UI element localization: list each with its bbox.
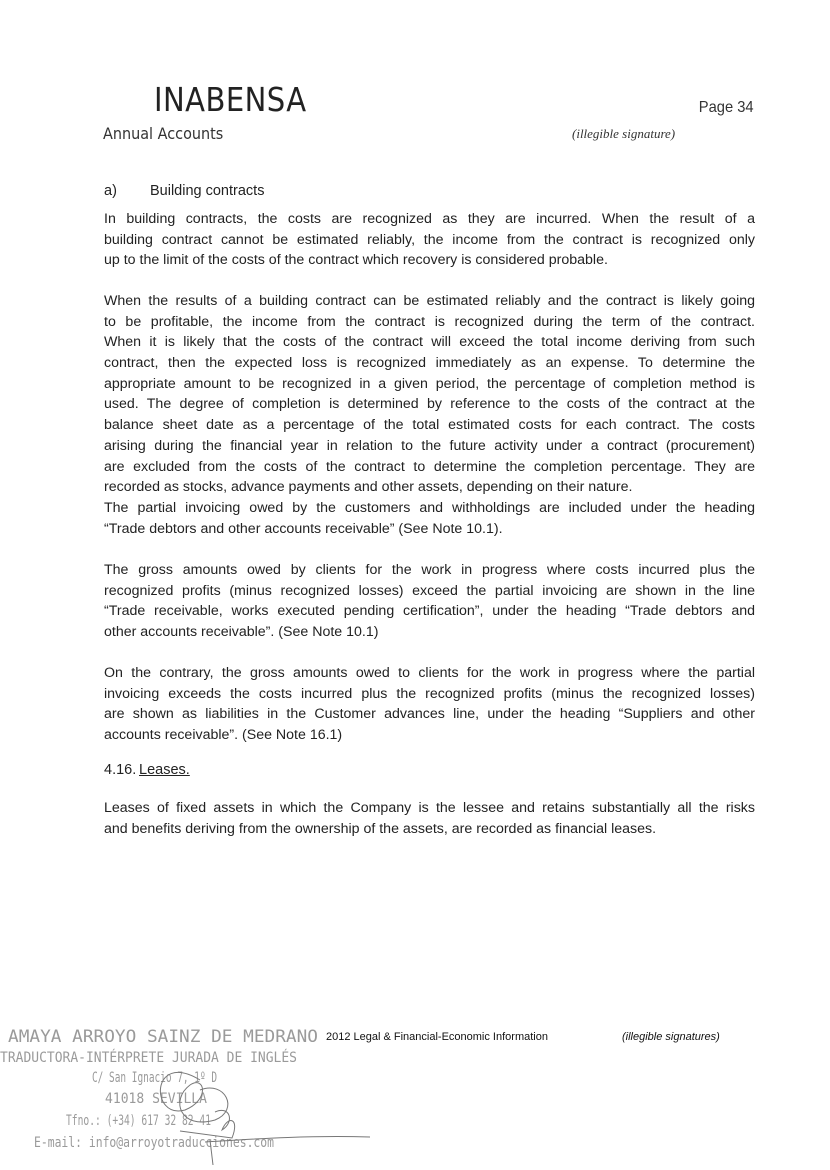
- document-subtitle: Annual Accounts: [103, 124, 224, 143]
- stamp-text: [0, 1027, 321, 1151]
- text-line: Leases of fixed assets in which the Company is the lessee and retains substantially all the risks: [104, 800, 755, 816]
- text-line: used. The degree of completion is determined by reference to the costs of the contract at the: [104, 396, 755, 413]
- section-heading-leases: [104, 760, 755, 780]
- text-line: appropriate amount to be recognized in a given period, the percentage of completion method is: [104, 375, 755, 392]
- paragraph: [104, 560, 755, 643]
- section-number: 4.16.: [104, 762, 137, 778]
- stamp-line: TRADUCTORA-INTÉRPRETE JURADA DE INGLÉS: [0, 1050, 321, 1066]
- text-line: up to the limit of the costs of the contract which recovery is considered probable.: [104, 252, 608, 269]
- text-line: and benefits deriving from the ownership of the assets, are recorded as financial leases.: [104, 820, 657, 837]
- stamp-line: 41018 SEVILLA: [105, 1091, 208, 1107]
- text-line: are shown as liabilities in the Customer advances line, under the heading “Suppliers and other: [104, 706, 755, 723]
- stamp-line: Tfno.: (+34) 617 32 82 41: [66, 1113, 211, 1129]
- footer-text: 2012 Legal & Financial-Economic Information: [326, 1031, 548, 1043]
- text-line: On the contrary, the gross amounts owed to clients for the work in progress where the partial: [104, 665, 755, 681]
- section-number: a): [104, 183, 117, 199]
- text-line: When it is likely that the costs of the contract will exceed the total income deriving from such: [104, 334, 755, 351]
- section-title: Building contracts: [150, 183, 265, 199]
- signature-note: (illegible signature): [572, 126, 676, 141]
- text-line: invoicing exceeds the costs incurred plus the recognized profits (minus the recognized losses): [104, 685, 755, 702]
- paragraph: [104, 663, 755, 746]
- text-line: recorded as stocks, advance payments and other assets, depending on their nature.: [104, 479, 633, 496]
- translator-stamp: [0, 1010, 380, 1170]
- paragraph: [104, 209, 755, 271]
- text-line: balance sheet date as a percentage of the total estimated costs for each contract. The costs: [104, 417, 755, 434]
- paragraph: [104, 798, 755, 839]
- section-title: Leases.: [139, 762, 190, 778]
- text-line: other accounts receivable”. (See Note 10.1): [104, 624, 379, 641]
- text-line: The gross amounts owed by clients for the work in progress where costs incurred plus the: [104, 562, 755, 578]
- text-line: arising during the financial year in relation to the future activity under a contract (procurement): [104, 437, 755, 454]
- paragraph: [104, 291, 755, 539]
- text-line: are excluded from the costs of the contract to determine the completion percentage. They are: [104, 458, 755, 475]
- stamp-line: C/ San Ignacio 7, 1º D: [92, 1070, 217, 1086]
- section-heading-building-contracts: [104, 181, 755, 201]
- text-line: “Trade receivable, works executed pending certification”, under the heading “Trade debtors and: [104, 603, 755, 620]
- text-line: contract, then the expected loss is recognized immediately as an expense. To determine the: [104, 355, 755, 372]
- text-line: In building contracts, the costs are recognized as they are incurred. When the result of a: [104, 211, 755, 227]
- text-line: When the results of a building contract can be estimated reliably and the contract is likely going: [104, 293, 755, 309]
- stamp-line: E-mail: info@arroyotraducciones.com: [34, 1135, 274, 1151]
- text-line: building contract cannot be estimated reliably, the income from the contract is recognized only: [104, 231, 755, 248]
- text-line: The partial invoicing owed by the customers and withholdings are included under the heading: [104, 499, 755, 516]
- text-line: accounts receivable”. (See Note 16.1): [104, 727, 343, 744]
- text-line: to be profitable, the income from the contract is recognized during the term of the contract.: [104, 313, 755, 330]
- stamp-line: AMAYA ARROYO SAINZ DE MEDRANO: [8, 1027, 318, 1047]
- company-logo: INABENSA: [154, 80, 307, 119]
- page-number: Page 34: [699, 99, 754, 116]
- text-line: recognized profits (minus recognized losses) exceed the partial invoicing are shown in the line: [104, 582, 755, 599]
- text-line: “Trade debtors and other accounts receivable” (See Note 10.1).: [104, 520, 503, 537]
- footer-signatures-note: (illegible signatures): [622, 1031, 720, 1043]
